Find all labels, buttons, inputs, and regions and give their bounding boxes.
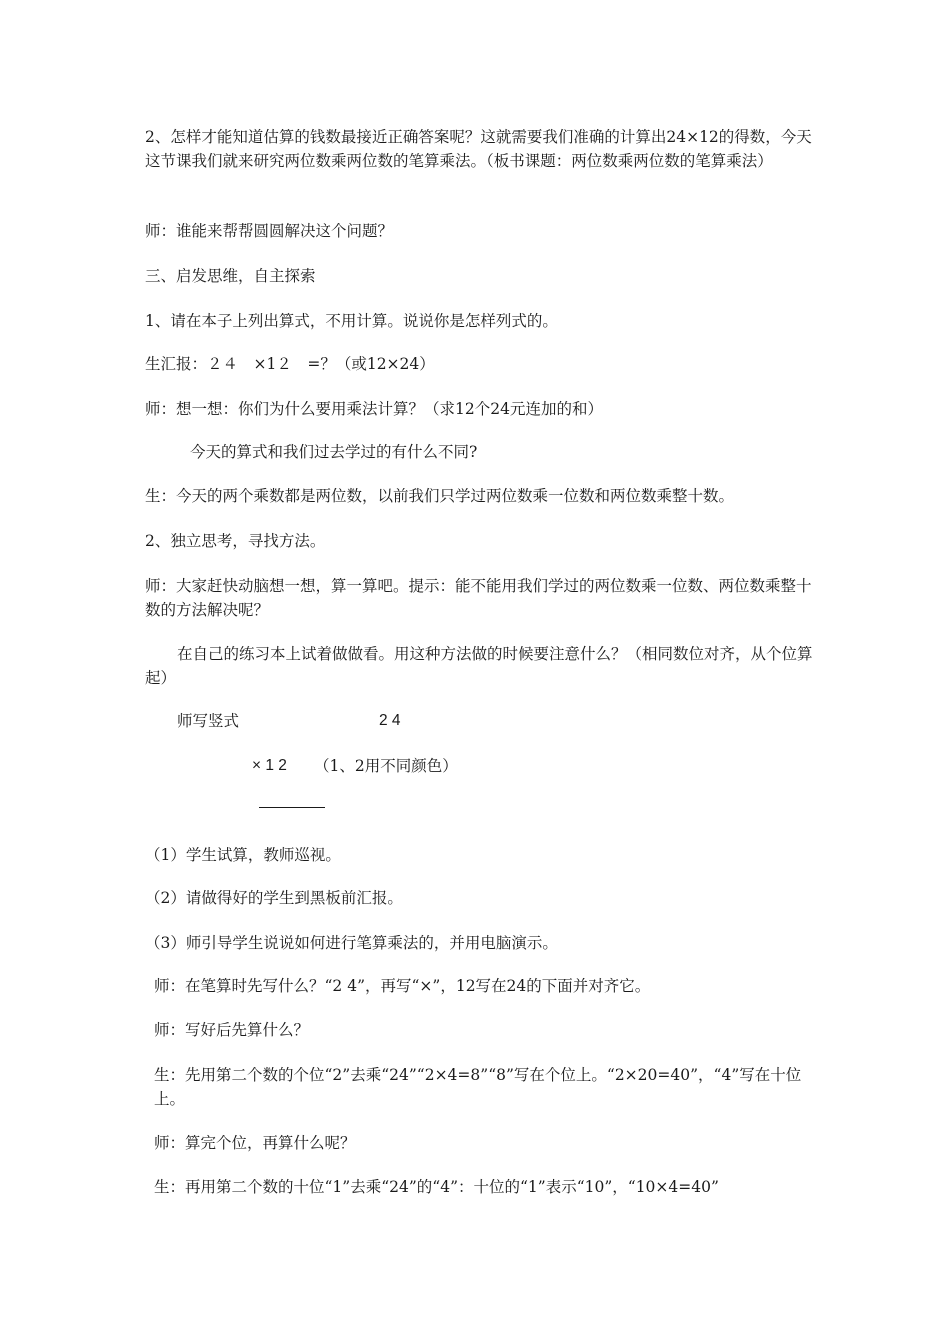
paragraph-teacher-write-first: 师：在笔算时先写什么？“2 4”，再写“×”，12写在24的下面并对齐它。: [154, 977, 651, 995]
section-heading: 三、启发思维，自主探索: [145, 267, 316, 285]
paragraph-practice: 在自己的练习本上试着做做看。用这种方法做的时候要注意什么？（相同数位对齐，从个位算起）: [145, 645, 813, 687]
paragraph-report: （2）请做得好的学生到黑板前汇报。: [145, 889, 403, 907]
paragraph-intro: 2、怎样才能知道估算的钱数最接近正确答案呢？这就需要我们准确的计算出24×12的得数，今天这节课我们就来研究两位数乘两位数的笔算乘法。（板书课题：两位数乘两位数的笔算乘法）: [145, 128, 812, 170]
paragraph-teacher-question: 师：谁能来帮帮圆圆解决这个问题？: [145, 222, 394, 240]
paragraph-teacher-next: 师：算完个位，再算什么呢？: [154, 1134, 356, 1152]
paragraph-difference-question: 今天的算式和我们过去学过的有什么不同?: [190, 443, 478, 461]
paragraph-trial: （1）学生试算，教师巡视。: [145, 846, 341, 864]
paragraph-step-1: 1、请在本子上列出算式，不用计算。说说你是怎样列式的。: [145, 312, 558, 330]
vertical-form-top-number: 2 4: [379, 712, 401, 729]
paragraph-teacher-hint: 师：大家赶快动脑想一想，算一算吧。提示：能不能用我们学过的两位数乘一位数、两位数乘整十数的方法解决呢？: [145, 577, 812, 619]
vertical-form-label: 师写竖式: [177, 712, 240, 730]
paragraph-student-tens: 生：再用第二个数的十位“1”去乘“24”的“4”：十位的“1”表示“10”，“10×4=40”: [154, 1178, 719, 1196]
vertical-form-multiplier: × 1 2: [252, 757, 287, 774]
paragraph-step-2: 2、独立思考，寻找方法。: [145, 532, 326, 550]
paragraph-teacher-compute-first: 师：写好后先算什么？: [154, 1021, 310, 1039]
paragraph-guide: （3）师引导学生说说如何进行笔算乘法的，并用电脑演示。: [145, 934, 558, 952]
paragraph-student-ones: 生：先用第二个数的个位“2”去乘“24”“2×4=8”“8”写在个位上。“2×20=40”，“4”写在十位上。: [154, 1066, 802, 1108]
paragraph-student-report: 生汇报：２４ ×1２ =？（或12×24）: [145, 355, 435, 373]
vertical-form-rule: [259, 807, 325, 808]
vertical-form-note: （1、2用不同颜色）: [314, 757, 458, 775]
paragraph-teacher-think: 师：想一想：你们为什么要用乘法计算？（求12个24元连加的和）: [145, 400, 603, 418]
paragraph-student-answer: 生：今天的两个乘数都是两位数，以前我们只学过两位数乘一位数和两位数乘整十数。: [145, 487, 735, 505]
